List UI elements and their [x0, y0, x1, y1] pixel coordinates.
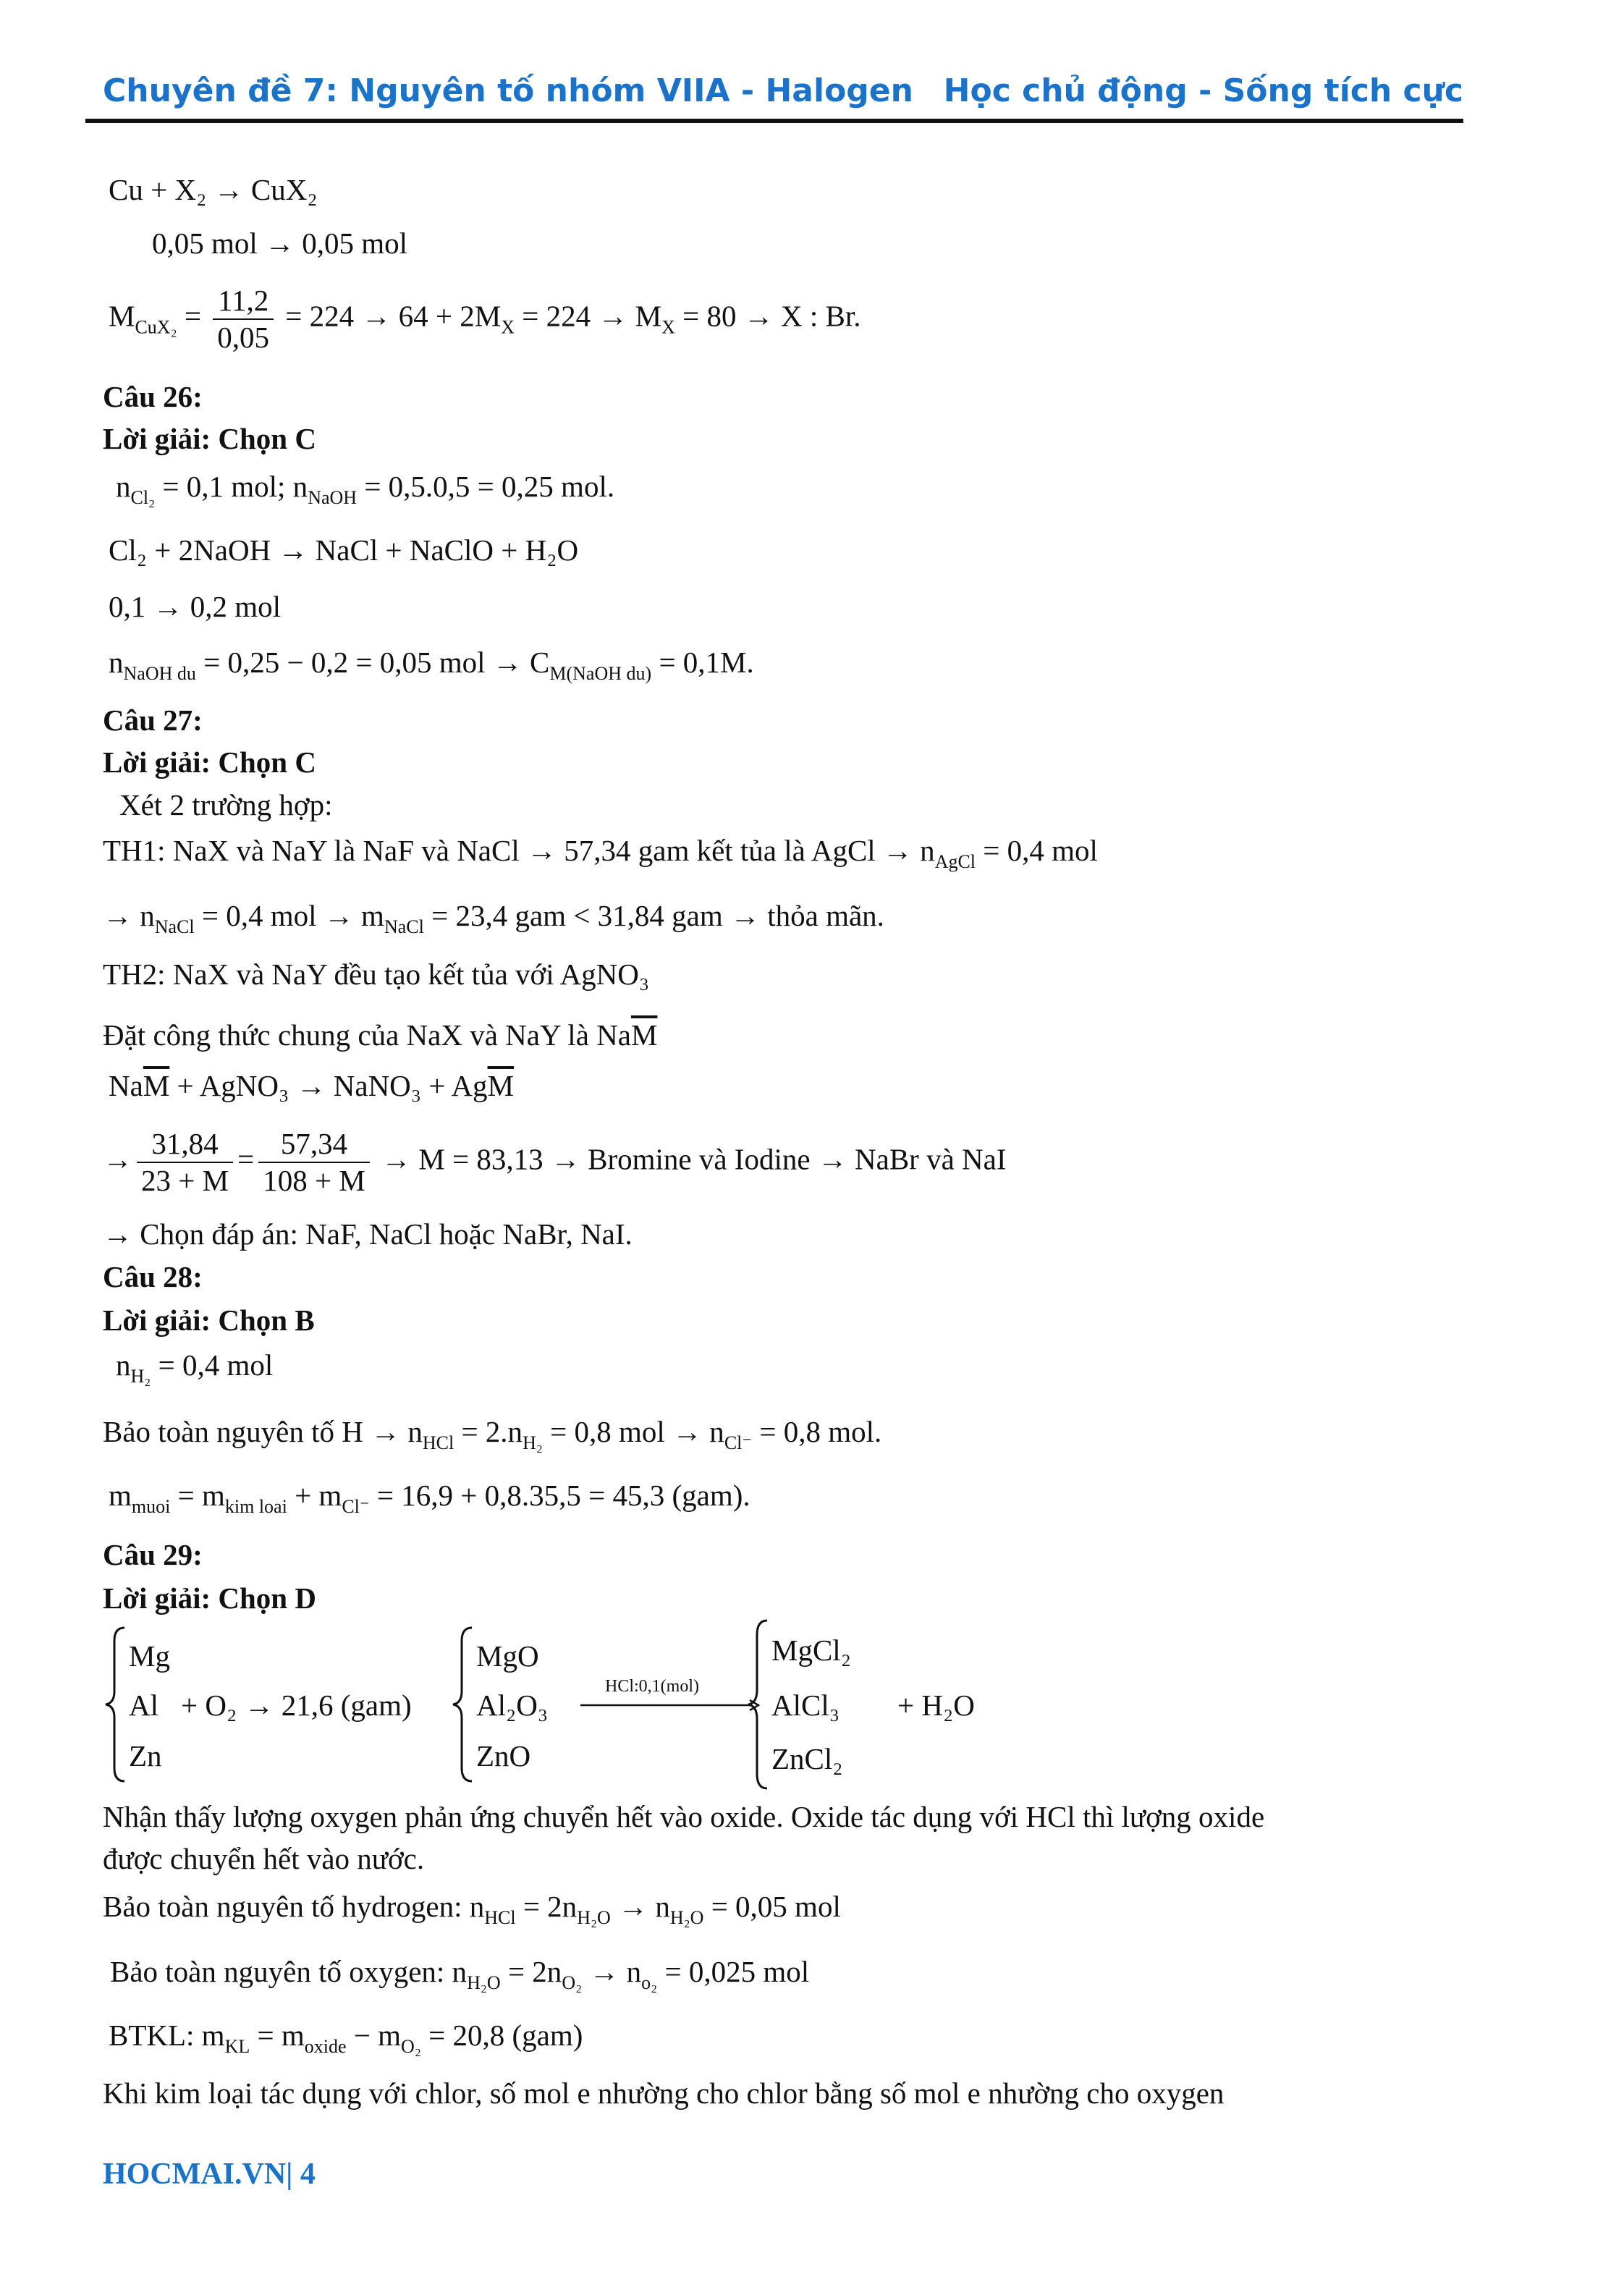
header-slogan: Học chủ động - Sống tích cực [943, 72, 1463, 109]
q27-fraction-2: $\frac{57,34}{108 + M}$ [258, 1129, 370, 1196]
q29-water: + H₂O [897, 1689, 975, 1722]
q28-conservation: Bảo toàn nguyên tố $H \to n_{HCl} = 2.n_{H_2} = 0,8$ mol → $n_{Cl^-} = 0,8$ mol. [103, 1415, 882, 1453]
q29-chloride-2: AlCl₃ [771, 1689, 840, 1722]
q27-fraction-1: $\frac{31,84}{23 + M}$ [137, 1129, 233, 1196]
q29-hcl-label: HCl:0,1(mol) [605, 1677, 699, 1696]
q26-result: $n_{NaOH du} = 0,25 - 0,2 = 0,05$ mol → $C_{M(NaOH du)} = 0,1M$. [109, 646, 754, 684]
q26-moles: 0,1 → 0,2 mol [109, 590, 282, 623]
q29-oxide-2: Al₂O₃ [476, 1689, 549, 1722]
q25-molar-mass: $M_{CuX_2}$ = $\frac{11,2}{0,05}$ = $224 \to 64 + 2M_X = 224 \to M_X = 80 \to X$ : Br. [109, 284, 861, 354]
page-header [103, 72, 1463, 117]
footer-site: HOCMAI.VN| [103, 2158, 293, 2191]
q29-last-line: Khi kim loại tác dụng với chlor, số mol e nhường cho chlor bằng số mol e nhường cho oxygen [103, 2076, 1225, 2110]
q27-case1: TH1: NaX và NaY là NaF và NaCl → 57,34 gam kết tủa là AgCl → $n_{AgCl} = 0,4$ mol [103, 834, 1098, 872]
header-divider [85, 119, 1463, 123]
q26-solution: Lời giải: Chọn C [103, 422, 316, 455]
q29-arrow [579, 1698, 760, 1712]
q25-fraction: $\frac{11,2}{0,05}$ [213, 286, 274, 352]
q26-reaction: Cl₂ + 2NaOH → NaCl + NaClO + H₂O [109, 533, 579, 567]
q28-solution: Lời giải: Chọn B [103, 1303, 315, 1337]
q27-answer: → Chọn đáp án: NaF, NaCl hoặc NaBr, NaI. [103, 1217, 633, 1251]
q29-metal-3: Zn [129, 1739, 162, 1772]
q27-case1-check: → $n_{NaCl} = 0,4$ mol → $m_{NaCl} = 23,4$ gam < 31,84 gam → thỏa mãn. [103, 899, 884, 937]
q27-general-formula: Đặt công thức chung của NaX và NaY là $Na\overline{M}$ [103, 1018, 658, 1052]
q27-intro: Xét 2 trường hợp: [119, 788, 333, 821]
q29-chloride-3: ZnCl₂ [771, 1742, 843, 1775]
q29-brace-metals [103, 1625, 132, 1784]
q25-reaction: Cu + X₂ → CuX₂ [109, 173, 318, 206]
q27-case2: TH2: NaX và NaY đều tạo kết tủa với AgNO₃ [103, 958, 650, 991]
q25-moles: 0,05 mol → 0,05 mol [152, 227, 408, 260]
q29-brace-oxides [450, 1625, 479, 1784]
q26-line1: $n_{Cl_2} = 0,1$ mol; $n_{NaOH} = 0,5.0,5 = 0,25$ mol. [116, 470, 615, 508]
q29-title: Câu 29: [103, 1538, 203, 1571]
header-topic: Chuyên đề 7: Nguyên tố nhóm VIIA - Halogen [103, 72, 913, 109]
q28-line1: $n_{H_2} = 0,4$ mol [116, 1348, 274, 1387]
q29-metal-1: Mg [129, 1639, 170, 1673]
q29-oxygen-conservation: Bảo toàn nguyên tố oxygen: $n_{H_2O} = 2n_{O_2} \to n_{o_2} = 0,025$ mol [110, 1955, 810, 1993]
q27-reaction: $Na\overline{M}$ + AgNO₃ → NaNO₃ + $Ag\overline{M}$ [109, 1069, 515, 1102]
q26-title: Câu 26: [103, 380, 203, 413]
q29-paragraph-2: được chuyển hết vào nước. [103, 1842, 425, 1875]
q29-brace-chlorides [745, 1618, 774, 1791]
q29-oxygen-step: + O₂ → 21,6 (gam) [181, 1689, 412, 1722]
q27-solution: Lời giải: Chọn C [103, 745, 316, 779]
q29-solution: Lời giải: Chọn D [103, 1581, 316, 1615]
q29-hydrogen-conservation: Bảo toàn nguyên tố hydrogen: $n_{HCl} = 2n_{H_2O} \to n_{H_2O} = 0,05$ mol [103, 1890, 841, 1928]
q29-oxide-3: ZnO [476, 1739, 531, 1772]
q29-chloride-1: MgCl₂ [771, 1634, 851, 1667]
q29-mass-balance: BTKL: $m_{KL} = m_{oxide} - m_{O_2} = 20,8$ (gam) [109, 2019, 583, 2057]
q29-oxide-1: MgO [476, 1639, 539, 1673]
q28-title: Câu 28: [103, 1260, 203, 1293]
q27-ratio: → $\frac{31,84}{23 + M}$ = $\frac{57,34}{108 + M}$ → M = 83,13 → Bromine và Iodine → NaBr và NaI [103, 1127, 1007, 1197]
q29-metal-2: Al [129, 1689, 158, 1722]
q29-paragraph-1: Nhận thấy lượng oxygen phản ứng chuyển hết vào oxide. Oxide tác dụng với HCl thì lượng oxide [103, 1800, 1265, 1833]
q27-title: Câu 27: [103, 703, 203, 737]
q28-mass: $m_{muoi} = m_{kim loai} + m_{Cl^-} = 16,9 + 0,8.35,5 = 45,3$ (gam). [109, 1479, 750, 1517]
page-number: 4 [300, 2158, 316, 2191]
page-footer [103, 2157, 316, 2192]
